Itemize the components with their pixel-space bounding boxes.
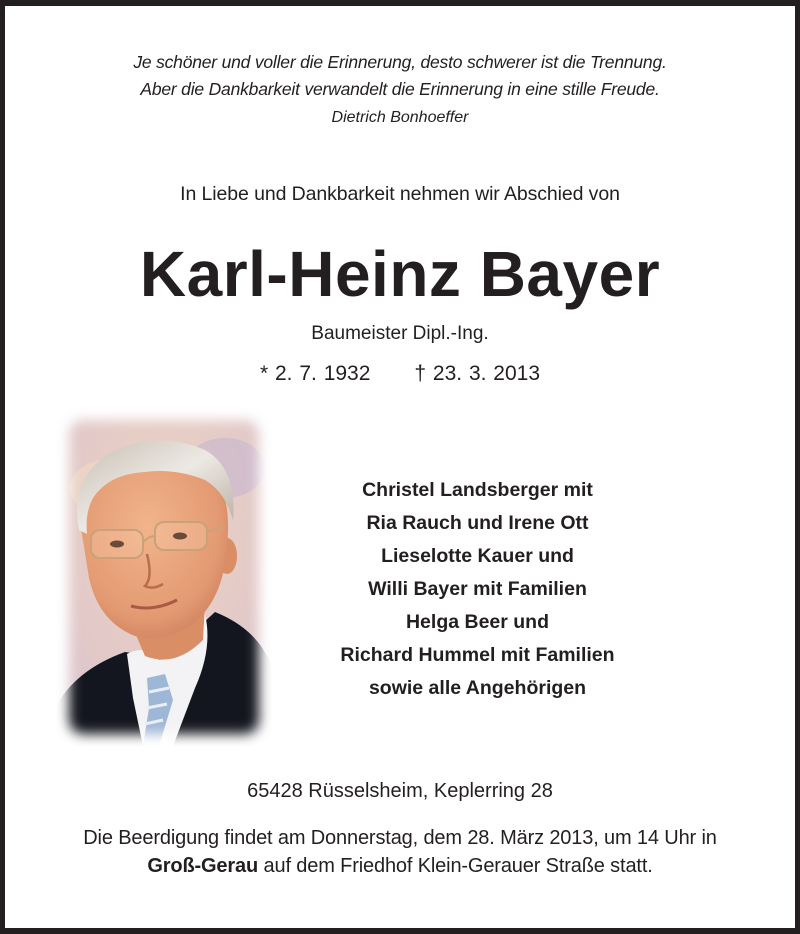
- birth-date: * 2. 7. 1932: [259, 362, 371, 385]
- death-date: † 23. 3. 2013: [414, 362, 541, 385]
- mourner-line-7: sowie alle Angehörigen: [368, 677, 587, 699]
- deceased-name: Karl-Heinz Bayer: [139, 238, 661, 310]
- mourner-line-2: Ria Rauch und Irene Ott: [366, 512, 589, 534]
- portrait-photo: [55, 408, 273, 746]
- obituary-notice: [5, 6, 795, 928]
- funeral-place: Groß-Gerau: [147, 855, 259, 877]
- mourner-line-4: Willi Bayer mit Familien: [368, 578, 587, 600]
- mourner-line-6: Richard Hummel mit Familien: [340, 644, 615, 666]
- quote-line-1: Je schöner und voller die Erinnerung, desto schwerer ist die Trennung.: [133, 52, 667, 72]
- quote-line-2: Aber die Dankbarkeit verwandelt die Erinnerung in eine stille Freude.: [140, 79, 660, 99]
- quote-author: Dietrich Bonhoeffer: [331, 109, 469, 126]
- funeral-location-detail: auf dem Friedhof Klein-Gerauer Straße statt.: [258, 855, 653, 877]
- mourner-line-5: Helga Beer und: [405, 611, 550, 633]
- funeral-info-line-2: [5, 856, 795, 876]
- mourner-line-1: Christel Landsberger mit: [362, 479, 593, 501]
- funeral-info-line-1: Die Beerdigung findet am Donnerstag, dem 28. März 2013, um 14 Uhr in: [83, 827, 717, 849]
- intro-text: In Liebe und Dankbarkeit nehmen wir Abschied von: [180, 183, 620, 205]
- address: 65428 Rüsselsheim, Keplerring 28: [247, 780, 553, 802]
- life-dates: [5, 363, 795, 384]
- deceased-title: Baumeister Dipl.-Ing.: [311, 323, 489, 344]
- mourner-line-3: Lieselotte Kauer und: [381, 545, 574, 567]
